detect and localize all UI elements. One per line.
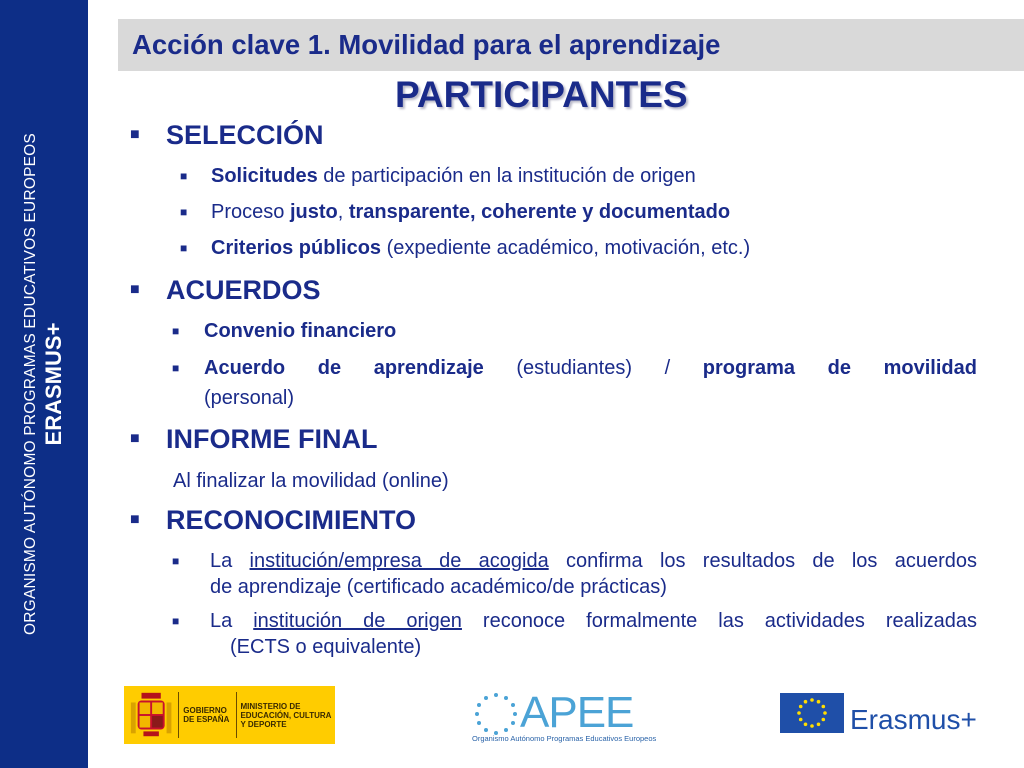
square-bullet-icon: ■ bbox=[130, 511, 140, 528]
list-item bbox=[180, 235, 750, 261]
square-bullet-icon: ■ bbox=[172, 554, 180, 568]
coat-of-arms-icon bbox=[128, 688, 174, 742]
sidebar-program: ERASMUS+ bbox=[41, 322, 66, 446]
item-text: La bbox=[210, 610, 254, 632]
slide-title: PARTICIPANTES bbox=[395, 74, 688, 115]
list-item bbox=[172, 318, 396, 344]
item-text: La bbox=[210, 550, 250, 572]
sidebar-organization: ORGANISMO AUTÓNOMO PROGRAMAS EDUCATIVOS EUROPEOS bbox=[22, 133, 39, 635]
gobierno-logo bbox=[124, 686, 335, 744]
item-bold-text: Convenio financiero bbox=[204, 320, 397, 342]
square-bullet-icon: ■ bbox=[180, 241, 188, 255]
item-text: (estudiantes) / bbox=[483, 357, 703, 379]
item-bold-text: Acuerdo de aprendizaje bbox=[204, 357, 484, 379]
gobierno-label: GOBIERNO DE ESPAÑA bbox=[183, 706, 230, 724]
item-text: , bbox=[337, 201, 349, 223]
square-bullet-icon: ■ bbox=[180, 169, 188, 183]
list-item bbox=[172, 608, 977, 660]
erasmus-plus-wordmark: Erasmus+ bbox=[850, 704, 977, 735]
apee-wordmark: APEE bbox=[520, 688, 634, 737]
section-seleccion bbox=[130, 120, 324, 151]
list-item bbox=[180, 163, 696, 189]
eu-stars-circle-icon bbox=[468, 690, 524, 736]
square-bullet-icon: ■ bbox=[172, 361, 180, 375]
square-bullet-icon: ■ bbox=[130, 430, 140, 447]
item-text: (expediente académico, motivación, etc.) bbox=[381, 237, 751, 259]
section-heading: RECONOCIMIENTO bbox=[166, 505, 417, 535]
square-bullet-icon: ■ bbox=[130, 281, 140, 298]
list-item bbox=[180, 199, 730, 225]
section-reconocimiento bbox=[130, 505, 416, 536]
item-underlined-text: institución de origen bbox=[253, 610, 462, 632]
section-note bbox=[173, 468, 449, 494]
item-underlined-text: institución/empresa de acogida bbox=[249, 550, 549, 572]
eu-flag-icon bbox=[780, 693, 844, 733]
square-bullet-icon: ■ bbox=[180, 205, 188, 219]
logo-separator bbox=[236, 692, 237, 738]
section-informe-final bbox=[130, 424, 377, 455]
item-bold-text: justo bbox=[289, 201, 338, 223]
item-text-line2: (ECTS o equivalente) bbox=[230, 636, 422, 658]
square-bullet-icon: ■ bbox=[172, 614, 180, 628]
item-bold-text: transparente, coherente y documentado bbox=[348, 201, 731, 223]
item-text-line2: (personal) bbox=[204, 387, 295, 409]
item-text: Proceso bbox=[211, 201, 290, 223]
logo-separator bbox=[178, 692, 179, 738]
section-heading: ACUERDOS bbox=[166, 275, 321, 305]
square-bullet-icon: ■ bbox=[172, 324, 180, 338]
item-text: reconoce formalmente las actividades realizadas bbox=[461, 610, 977, 632]
square-bullet-icon: ■ bbox=[130, 126, 140, 143]
apee-subtitle: Organismo Autónomo Programas Educativos Europeos bbox=[472, 734, 657, 743]
section-heading: INFORME FINAL bbox=[166, 424, 378, 454]
header-title: Acción clave 1. Movilidad para el aprendizaje bbox=[132, 29, 721, 60]
section-heading: SELECCIÓN bbox=[166, 120, 324, 150]
item-text: confirma los resultados de los acuerdos bbox=[548, 550, 977, 572]
ministry-label: MINISTERIO DE EDUCACIÓN, CULTURA Y DEPORTE bbox=[240, 701, 332, 729]
item-text-line2: de aprendizaje (certificado académico/de prácticas) bbox=[210, 576, 667, 598]
item-bold-text: programa de movilidad bbox=[702, 357, 977, 379]
item-bold-text: Criterios públicos bbox=[211, 237, 382, 259]
section-acuerdos bbox=[130, 275, 321, 306]
list-item bbox=[172, 355, 977, 411]
apee-logo bbox=[468, 688, 657, 748]
item-bold-text: Solicitudes bbox=[211, 165, 318, 187]
note-text: Al finalizar la movilidad (online) bbox=[173, 470, 449, 492]
item-text: de participación en la institución de origen bbox=[317, 165, 696, 187]
list-item bbox=[172, 548, 977, 600]
